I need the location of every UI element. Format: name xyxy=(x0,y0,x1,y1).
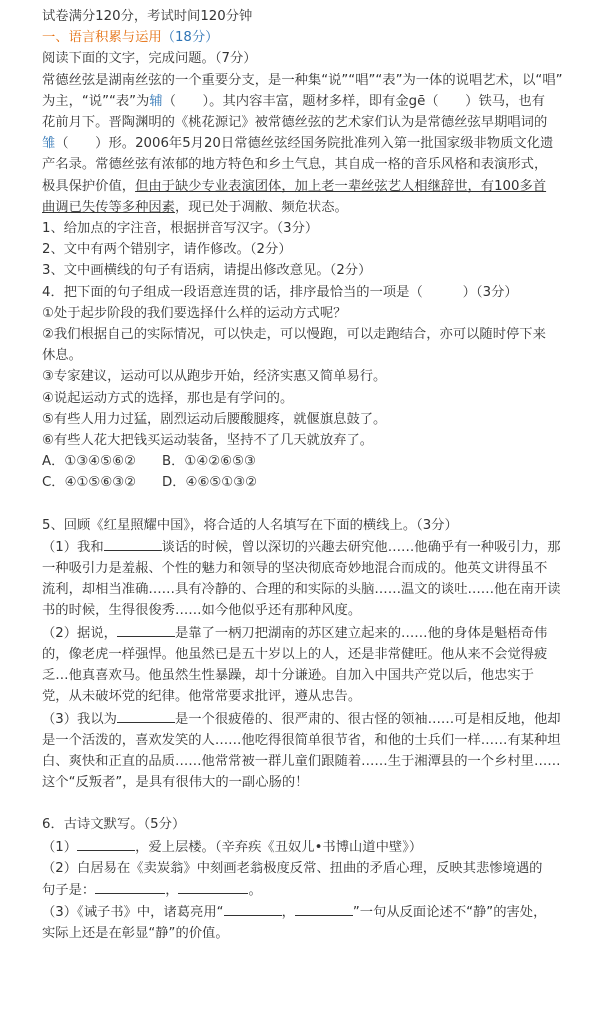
q6-item-2-cont xyxy=(42,879,602,901)
answer-blank[interactable] xyxy=(95,879,165,894)
text: 。 xyxy=(248,882,262,898)
underlined-sentence: 曲调已失传等多种因素 xyxy=(42,199,175,215)
text: 是一个很疲倦的、很严肃的、很古怪的领袖……可是相反地，他却 xyxy=(174,711,561,727)
exam-header: 试卷满分120分，考试时间120分钟 xyxy=(42,9,253,24)
sentence-1: ①处于起步阶段的我们要选择什么样的运动方式呢？ xyxy=(42,305,347,321)
question-5-stem: 5、回顾《红星照耀中国》，将合适的人名填写在下面的横线上。（3分） xyxy=(42,517,458,533)
q5-passage-line: 这个“反叛者”，是具有很伟大的一副心肠的！ xyxy=(42,775,309,791)
sentence-3: ③专家建议，运动可以从跑步开始，经济实惠又简单易行。 xyxy=(42,369,387,385)
text: 谈话的时候，曾以深切的兴趣去研究他……他确乎有一种吸引力，那 xyxy=(161,539,561,555)
text: ， xyxy=(281,905,295,921)
reading-line xyxy=(42,133,602,154)
spacer xyxy=(42,494,602,515)
q5-passage-line xyxy=(42,708,602,730)
text: 句子是： xyxy=(42,882,96,898)
q6-item-3-cont: 实际上还是在彰显“静”的价值。 xyxy=(42,926,229,942)
spacer xyxy=(42,793,602,814)
section-title xyxy=(42,27,602,48)
sentence-2-cont: 休息。 xyxy=(42,348,82,364)
answer-blank[interactable] xyxy=(117,622,175,637)
answer-blank[interactable] xyxy=(178,879,248,894)
q5-passage-line xyxy=(42,536,602,558)
answer-blank[interactable] xyxy=(295,901,353,916)
question-2: 2、文中有两个错别字，请作修改。（2分） xyxy=(42,242,292,258)
q5-passage-line: 白、爽快和正直的品质……他常常被一群儿童们跟随着……生于湘潭县的一个乡村里…… xyxy=(42,753,561,769)
question-1: 1、给加点的字注音，根据拼音写汉字。（3分） xyxy=(42,221,319,237)
option-d: D．④⑥⑤①③② xyxy=(162,475,258,491)
text: （1） xyxy=(42,839,78,855)
q5-passage-line: 党，从未破坏党的纪律。他常常要求批评，遵从忠告。 xyxy=(42,689,362,705)
q6-item-2: （2）白居易在《卖炭翁》中刻画老翁极度反常、扭曲的矛盾心理，反映其悲惨境遇的 xyxy=(42,860,543,876)
option-a: A．①③④⑤⑥② xyxy=(42,454,136,470)
section-title-text: 一、语言积累与运用 xyxy=(42,30,162,46)
dotted-char: 雏 xyxy=(42,136,56,152)
text: 为主，“说”“表”为 xyxy=(42,93,150,109)
text: （3）我以为 xyxy=(42,711,117,727)
question-6-stem: 6．古诗文默写。（5分） xyxy=(42,817,186,833)
sentence-2: ②我们根据自己的实际情况，可以快走，可以慢跑，可以走跑结合，亦可以随时停下来 xyxy=(42,327,546,343)
q5-passage-line: 一种吸引力是羞赧、个性的魅力和领导的坚决彻底奇妙地混合而成的。他英文讲得虽不 xyxy=(42,561,548,577)
reading-instruction: 阅读下面的文字，完成问题。（7分） xyxy=(42,51,257,67)
reading-line xyxy=(42,197,602,218)
text: ，现已处于凋敝、频危状态。 xyxy=(174,199,348,215)
underlined-sentence: 但由于缺少专业表演团体，加上老一辈丝弦艺人相继辞世，有100多首 xyxy=(135,178,547,194)
answer-blank[interactable] xyxy=(224,901,282,916)
q5-passage-line: 流利，却相当准确……具有冷静的、合理的和实际的头脑……温文的谈吐……他在南开读 xyxy=(42,582,561,598)
reading-line: 产名录。常德丝弦有浓郁的地方特色和乡土气息，其自成一格的音乐风格和表演形式， xyxy=(42,157,548,173)
answer-blank[interactable] xyxy=(104,536,162,551)
answer-blank[interactable] xyxy=(77,836,135,851)
question-4-stem: 4．把下面的句子组成一段语意连贯的话，排序最恰当的一项是（ ）（3分） xyxy=(42,284,518,300)
text: （2）据说， xyxy=(42,625,117,641)
section-score: （18分） xyxy=(161,30,219,46)
q6-item-1 xyxy=(42,836,602,858)
q5-passage-line: 书的时候，生得很俊秀……如今他似乎还有那种风度。 xyxy=(42,603,362,619)
reading-line xyxy=(42,176,602,197)
text: （ ）形。2006年5月20日常德丝弦经国务院批准列入第一批国家级非物质文化遗 xyxy=(55,136,554,152)
text: ， xyxy=(165,882,179,898)
q5-passage-line: 的，像老虎一样强悍。他虽然已是五十岁以上的人，还是非常健旺。他从来不会觉得疲 xyxy=(42,646,548,662)
reading-line: 常德丝弦是湖南丝弦的一个重要分支，是一种集“说”“唱”“表”为一体的说唱艺术，以“唱” xyxy=(42,72,563,88)
text: 极具保护价值， xyxy=(42,178,136,194)
option-c: C．④①⑤⑥③② xyxy=(42,475,137,491)
reading-line xyxy=(42,91,602,112)
text: （ ）。其内容丰富，题材多样，即有金gē（ ）铁马，也有 xyxy=(162,93,545,109)
question-3: 3、文中画横线的句子有语病，请提出修改意见。（2分） xyxy=(42,263,372,279)
text: ”一句从反面论述不“静”的害处， xyxy=(352,905,547,921)
options-row-2 xyxy=(42,472,602,493)
reading-line: 花前月下。晋陶渊明的《桃花源记》被常德丝弦的艺术家们认为是常德丝弦早期唱词的 xyxy=(42,115,548,131)
text: 是靠了一柄刀把湖南的苏区建立起来的……他的身体是魁梧奇伟 xyxy=(174,625,548,641)
q6-item-3 xyxy=(42,901,602,923)
q5-passage-line: 是一个活泼的，喜欢发笑的人……他吃得很简单很节省，和他的士兵们一样……有某种坦 xyxy=(42,732,561,748)
text: （1）我和 xyxy=(42,539,104,555)
sentence-4: ④说起运动方式的选择，那也是有学问的。 xyxy=(42,390,294,406)
sentence-5: ⑤有些人用力过猛，剧烈运动后腰酸腿疼，就偃旗息鼓了。 xyxy=(42,411,387,427)
text: ，爱上层楼。（辛弃疾《丑奴儿•书博山道中壁》） xyxy=(135,839,423,855)
q5-passage-line xyxy=(42,622,602,644)
option-b: B．①④②⑥⑤③ xyxy=(162,454,256,470)
options-row-1 xyxy=(42,451,602,472)
answer-blank[interactable] xyxy=(117,708,175,723)
sentence-6: ⑥有些人花大把钱买运动装备，坚持不了几天就放弃了。 xyxy=(42,433,374,449)
text: （3）《诫子书》中，诸葛亮用“ xyxy=(42,905,224,921)
dotted-char: 辅 xyxy=(149,93,163,109)
q5-passage-line: 乏…他真喜欢马。他虽然生性暴躁，却十分谦逊。自加入中国共产党以后，他忠实于 xyxy=(42,668,534,684)
